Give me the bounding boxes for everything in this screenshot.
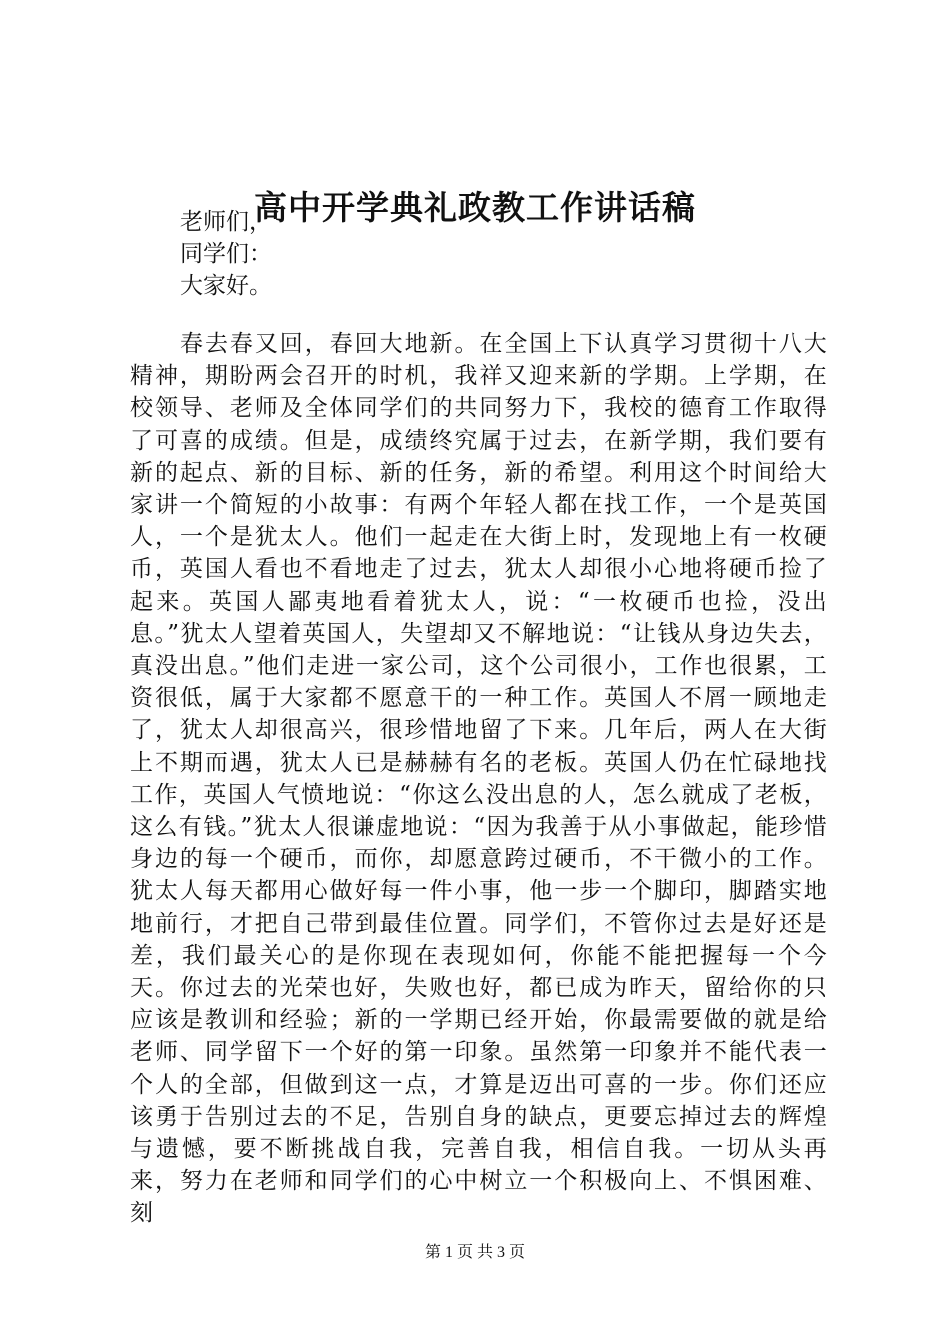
- greeting-students: 同学们：: [180, 241, 272, 267]
- greeting-teachers: 老师们，: [180, 209, 272, 235]
- greeting-block: [180, 206, 580, 302]
- page-number-footer: 第 1 页 共 3 页: [424, 1244, 525, 1261]
- document-title: 高中开学典礼政教工作讲话稿: [254, 188, 696, 227]
- greeting-everyone: 大家好。: [180, 273, 272, 299]
- speech-body-paragraph: 春去春又回，春回大地新。在全国上下认真学习贯彻十八大精神，期盼两会召开的时机，我祥又迎来新的学期。上学期，在校领导、老师及全体同学们的共同努力下，我校的德育工作取得了可喜的成绩。但是，成绩终究属于过去，在新学期，我们要有新的起点、新的目标、新的任务，新的希望。利用这个时间给大家讲一个简短的小故事：有两个年轻人都在找工作，一个是英国人，一个是犹太人。他们一起走在大街上时，发现地上有一枚硬币，英国人看也不看地走了过去，犹太人却很小心地将硬币捡了起来。英国人鄙夷地看着犹太人，说：“一枚硬币也捡，没出息。”犹太人望着英国人，失望却又不解地说：“让钱从身边失去，真没出息。”他们走进一家公司，这个公司很小，工作也很累，工资很低，属于大家都不愿意干的一种工作。英国人不屑一顾地走了，犹太人却很高兴，很珍惜地留了下来。几年后，两人在大街上不期而遇，犹太人已是赫赫有名的老板。英国人仍在忙碌地找工作，英国人气愤地说：“你这么没出息的人，怎么就成了老板，这么有钱。”犹太人很谦虚地说：“因为我善于从小事做起，能珍惜身边的每一个硬币，而你，却愿意跨过硬币，不干微小的工作。犹太人每天都用心做好每一件小事，他一步一个脚印，脚踏实地地前行，才把自己带到最佳位置。同学们，不管你过去是好还是差，我们最关心的是你现在表现如何，你能不能把握每一个今天。你过去的光荣也好，失败也好，都已成为昨天，留给你的只应该是教训和经验；新的一学期已经开始，你最需要做的就是给老师、同学留下一个好的第一印象。虽然第一印象并不能代表一个人的全部，但做到这一点，才算是迈出可喜的一步。你们还应该勇于告别过去的不足，告别自身的缺点，更要忘掉过去的辉煌与遗憾，要不断挑战自我，完善自我，相信自我。一切从头再来，努力在老师和同学们的心中树立一个积极向上、不惧困难、刻: [130, 331, 828, 1227]
